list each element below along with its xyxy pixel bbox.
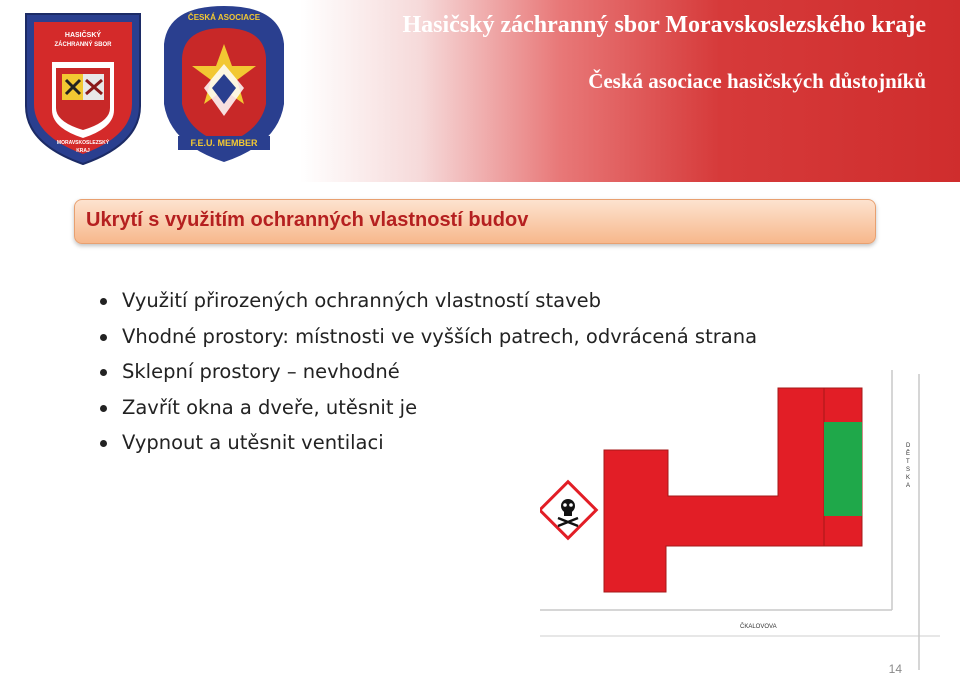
bullet-text: Vypnout a utěsnit ventilaci [122, 431, 384, 454]
bullet-dot-icon [100, 334, 107, 341]
street-label-bottom: ČKALOVOVA [740, 624, 777, 630]
bullet-text: Sklepní prostory – nevhodné [122, 360, 400, 383]
street-label-right-3: T [906, 459, 910, 465]
svg-text:HASIČSKÝ: HASIČSKÝ [64, 32, 102, 39]
page-number: 14 [888, 662, 902, 676]
bullet-text: Zavřít okna a dveře, utěsnit je [122, 395, 418, 419]
slide-title: Ukrytí s využitím ochranných vlastností budov [86, 209, 529, 231]
bullet-text: Využití přirozených ochranných vlastností staveb [122, 289, 601, 312]
toxic-skull-icon [540, 482, 596, 539]
street-label-right-2: Ě [906, 451, 911, 457]
association-subtitle: Česká asociace hasičských důstojníků [588, 69, 926, 93]
street-label-right-6: A [906, 483, 911, 489]
cahd-emblem-icon [160, 4, 288, 164]
bullet-dot-icon [100, 298, 107, 305]
bullet-dot-icon [100, 369, 107, 376]
building-outline [604, 388, 862, 592]
bullet-dot-icon [100, 440, 107, 447]
svg-text:MORAVSKOSLEZSKÝ: MORAVSKOSLEZSKÝ [56, 140, 110, 146]
svg-text:ZÁCHRANNÝ SBOR: ZÁCHRANNÝ SBOR [54, 42, 112, 48]
svg-text:F.E.U. MEMBER: F.E.U. MEMBER [190, 138, 258, 148]
svg-text:ČESKÁ ASOCIACE: ČESKÁ ASOCIACE [187, 13, 261, 22]
building-floor-plan [540, 370, 940, 670]
organization-title: Hasičský záchranný sbor Moravskoslezského kraje [402, 12, 926, 38]
svg-text:KRAJ: KRAJ [76, 148, 90, 154]
safe-room-zone [824, 422, 862, 516]
bullet-text: Vhodné prostory: místnosti ve vyšších patrech, odvrácená strana [122, 324, 758, 348]
bullet-item [98, 283, 757, 319]
bullet-dot-icon [100, 405, 107, 412]
slide-title-bar [74, 199, 876, 244]
bullet-item [98, 319, 757, 355]
street-label-right: D [906, 443, 911, 449]
street-label-right-5: K [906, 475, 911, 481]
street-label-right-4: S [906, 467, 911, 473]
header-banner [0, 0, 960, 182]
hzs-msk-emblem-icon [22, 10, 144, 168]
